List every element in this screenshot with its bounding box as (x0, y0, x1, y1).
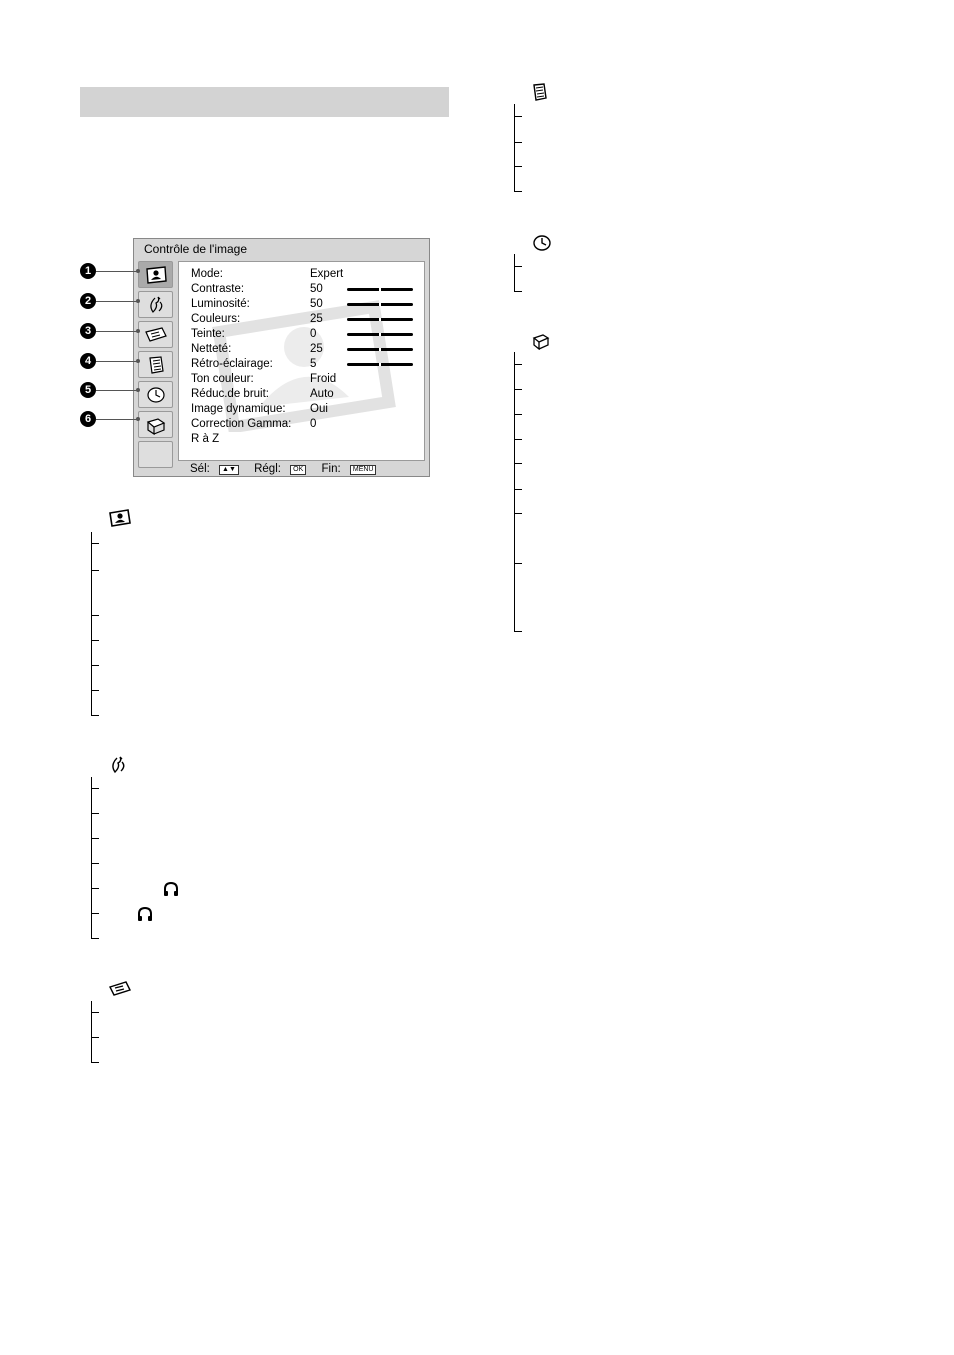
callout-6: 6 (80, 411, 96, 427)
tree-branch (91, 615, 99, 616)
picture-icon (108, 509, 132, 527)
menu-key-icon: MENU (350, 465, 377, 475)
osd-setting-slider[interactable] (347, 303, 413, 306)
tree-branch (91, 863, 99, 864)
osd-setting-slider[interactable] (347, 348, 413, 351)
osd-setting-value: 0 (310, 328, 317, 340)
slider-knob[interactable] (379, 303, 381, 306)
sound-tree-line (91, 777, 92, 939)
tree-branch (514, 414, 522, 415)
osd-setting-value: 25 (310, 343, 323, 355)
tree-branch (514, 291, 522, 292)
callout-line-6 (96, 419, 138, 420)
setup-icon (144, 355, 168, 375)
callout-5: 5 (80, 382, 96, 398)
timer-icon (532, 234, 552, 252)
screen-icon (108, 980, 132, 998)
tree-branch (91, 938, 99, 939)
timer-icon (144, 385, 168, 405)
osd-tab-screen[interactable] (138, 321, 173, 348)
tree-branch (91, 570, 99, 571)
osd-setting-value: Auto (310, 388, 334, 400)
tree-branch (514, 266, 522, 267)
osd-setting-value: 5 (310, 358, 317, 370)
footer-end: Fin: MENU (321, 463, 382, 475)
tree-branch (91, 690, 99, 691)
tree-branch (514, 513, 522, 514)
osd-setting-label: Mode: (191, 268, 223, 280)
osd-tab-timer[interactable] (138, 381, 173, 408)
tree-branch (514, 364, 522, 365)
osd-setting-label: Couleurs: (191, 313, 241, 325)
tree-branch (514, 563, 522, 564)
tree-branch (91, 1012, 99, 1013)
tree-branch (514, 489, 522, 490)
osd-tab-sound[interactable] (138, 291, 173, 318)
options-tree-line (514, 352, 515, 632)
sound-icon (144, 295, 168, 315)
osd-tab-options[interactable] (138, 411, 173, 438)
osd-setting-value: 50 (310, 283, 323, 295)
osd-setting-label: Luminosité: (191, 298, 250, 310)
tree-branch (91, 1037, 99, 1038)
callout-line-4 (96, 361, 138, 362)
sound-icon (108, 756, 128, 774)
tree-branch (514, 631, 522, 632)
tree-branch (91, 788, 99, 789)
osd-setting-value: Froid (310, 373, 337, 385)
osd-setting-slider[interactable] (347, 363, 413, 366)
slider-knob[interactable] (379, 333, 381, 336)
osd-setting-value: 50 (310, 298, 323, 310)
osd-setting-value: 25 (310, 313, 323, 325)
up-down-key-icon: ▲▼ (219, 465, 239, 475)
tree-branch (91, 543, 99, 544)
osd-setting-label: Teinte: (191, 328, 225, 340)
footer-select: Sél: ▲▼ (190, 463, 245, 475)
callout-line-1 (96, 271, 138, 272)
options-icon (532, 332, 550, 350)
callout-3: 3 (80, 323, 96, 339)
osd-setting-label: Netteté: (191, 343, 232, 355)
osd-setting-label: Image dynamique: (191, 403, 286, 415)
callout-2: 2 (80, 293, 96, 309)
callout-4: 4 (80, 353, 96, 369)
osd-menu (133, 238, 430, 477)
osd-setting-label: Ton couleur: (191, 373, 254, 385)
screen-tree-line (91, 1001, 92, 1063)
tree-branch (91, 665, 99, 666)
timer-tree-line (514, 254, 515, 292)
tree-branch (514, 166, 522, 167)
picture-icon (144, 265, 168, 285)
headphone-icon (163, 881, 179, 897)
osd-setting-label: Contraste: (191, 283, 245, 295)
osd-setting-label: Réduc.de bruit: (191, 388, 269, 400)
tree-branch (514, 191, 522, 192)
slider-knob[interactable] (379, 363, 381, 366)
slider-knob[interactable] (379, 318, 381, 321)
slider-knob[interactable] (379, 288, 381, 291)
footer-adjust: Régl: OK (254, 463, 312, 475)
tree-branch (91, 1062, 99, 1063)
osd-setting-label: Correction Gamma: (191, 418, 292, 430)
tree-branch (91, 813, 99, 814)
callout-line-5 (96, 390, 138, 391)
tree-branch (514, 142, 522, 143)
osd-setting-label: R à Z (191, 433, 220, 445)
tree-branch (514, 439, 522, 440)
tree-branch (91, 640, 99, 641)
osd-setting-slider[interactable] (347, 288, 413, 291)
osd-footer (190, 463, 388, 475)
tree-branch (91, 838, 99, 839)
setup-icon (531, 83, 549, 101)
slider-knob[interactable] (379, 348, 381, 351)
ok-key-icon: OK (290, 465, 306, 475)
tree-branch (91, 888, 99, 889)
osd-setting-value: Expert (310, 268, 344, 280)
tree-branch (514, 463, 522, 464)
tree-branch (91, 715, 99, 716)
osd-setting-label: Rétro-éclairage: (191, 358, 273, 370)
osd-settings-panel (178, 261, 425, 461)
tree-branch (514, 389, 522, 390)
osd-title: Contrôle de l'image (144, 242, 248, 256)
osd-setting-value: 0 (310, 418, 317, 430)
screen-icon (144, 325, 168, 345)
tree-branch (91, 913, 99, 914)
osd-tab-setup[interactable] (138, 351, 173, 378)
osd-tab-empty (138, 441, 173, 468)
section-header-bar (80, 87, 449, 117)
options-icon (144, 415, 168, 435)
osd-setting-slider[interactable] (347, 318, 413, 321)
osd-tab-picture[interactable] (138, 261, 173, 288)
callout-line-2 (96, 301, 138, 302)
osd-setting-slider[interactable] (347, 333, 413, 336)
setup-tree-line (514, 104, 515, 192)
headphone-icon (137, 906, 153, 922)
callout-line-3 (96, 331, 138, 332)
tree-branch (514, 116, 522, 117)
picture-tree-line (91, 532, 92, 716)
callout-1: 1 (80, 263, 96, 279)
osd-setting-value: Oui (310, 403, 328, 415)
